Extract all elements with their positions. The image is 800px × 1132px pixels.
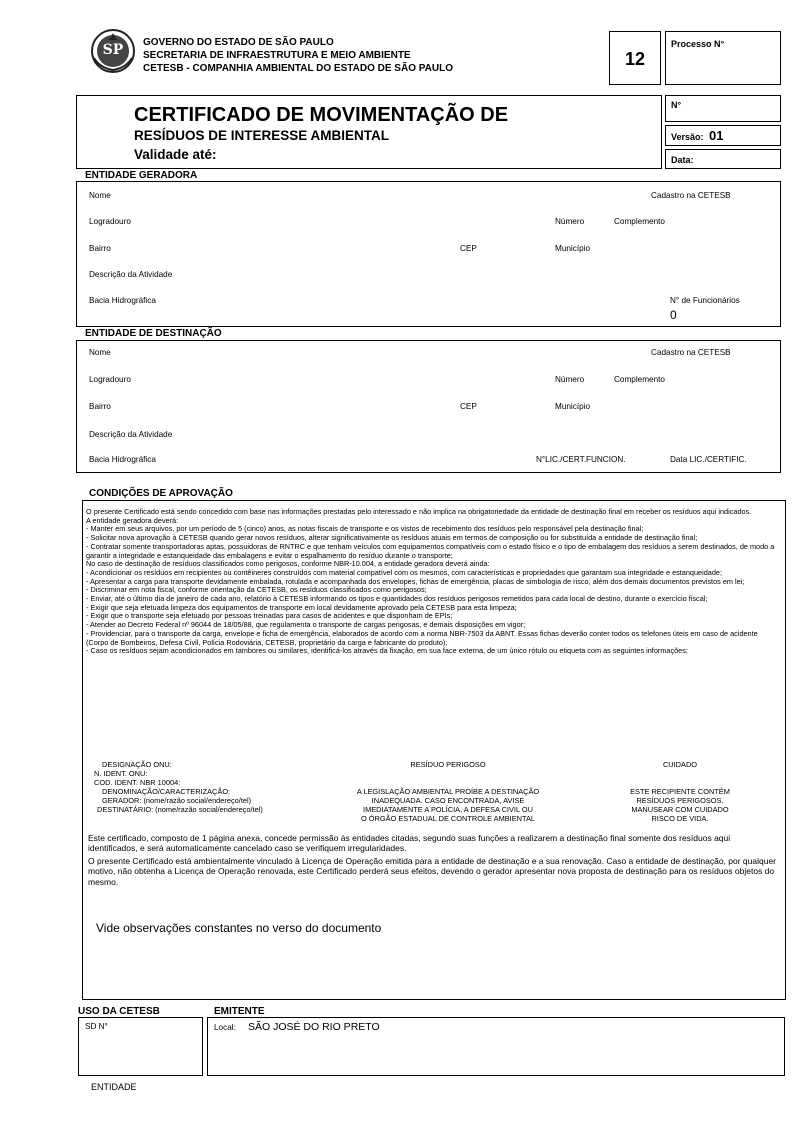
condition-paragraph: - Contratar somente transportadoras aptas, possuidoras de RNTRC e que tenham veículos com equipamentos compatíveis com o estado físico e o tipo de embalagem dos resíduos a serem destinados, de modo a garantir a integridade e estanqueidade das embalagens e evitar o espalhamento do resíduo durante o transporte; bbox=[86, 541, 775, 560]
versao-label: Versão: bbox=[671, 132, 704, 142]
label-line: O ÓRGÃO ESTADUAL DE CONTROLE AMBIENTAL bbox=[361, 814, 535, 823]
label-line: GERADOR: (nome/razão social/endereço/tel) bbox=[102, 796, 252, 805]
data-label: Data: bbox=[671, 155, 694, 165]
geradora-funcionarios-value: 0 bbox=[670, 308, 677, 322]
geradora-cadastro-label: Cadastro na CETESB bbox=[651, 191, 731, 200]
state-seal bbox=[90, 28, 136, 74]
destinacao-data-lic-label: Data LIC./CERTIFIC. bbox=[670, 455, 747, 464]
gov-line-2: SECRETARIA DE INFRAESTRUTURA E MEIO AMBIENTE bbox=[143, 50, 411, 61]
label-line: COD. IDENT. NBR 10004: bbox=[94, 778, 181, 787]
condition-paragraph: - Exigir que o transporte seja efetuado por pessoas treinadas para casos de acidentes e que disponham de EPIs; bbox=[86, 611, 453, 621]
emitente-title: EMITENTE bbox=[214, 1006, 265, 1017]
label-line: DENOMINAÇÃO/CARACTERIZAÇÃO: bbox=[102, 787, 231, 796]
gov-line-3: CETESB - COMPANHIA AMBIENTAL DO ESTADO DE SÃO PAULO bbox=[143, 63, 454, 74]
destinacao-municipio-label: Município bbox=[555, 402, 591, 411]
label-line: IMEDIATAMENTE A POLÍCIA, A DEFESA CIVIL OU bbox=[363, 805, 533, 814]
label-line: DESTINATÁRIO: (nome/razão social/endereço/tel) bbox=[97, 805, 263, 814]
condition-paragraph: - Atender ao Decreto Federal nº 96044 de 18/05/88, que regulamenta o transporte de cargas perigosas, e demais disposições em vigor; bbox=[86, 620, 526, 630]
title-box bbox=[76, 95, 662, 169]
validade-label: Validade até: bbox=[134, 147, 217, 162]
certificate-title: CERTIFICADO DE MOVIMENTAÇÃO DE bbox=[134, 104, 509, 126]
label-line: RISCO DE VIDA. bbox=[651, 814, 709, 823]
condition-paragraph: A entidade geradora deverá: bbox=[86, 515, 179, 525]
processo-box bbox=[665, 31, 781, 85]
certificate-subtitle: RESÍDUOS DE INTERESSE AMBIENTAL bbox=[134, 128, 390, 143]
condicoes-title: CONDIÇÕES DE APROVAÇÃO bbox=[89, 488, 233, 499]
numero-box bbox=[665, 95, 781, 122]
label-line: RESÍDUOS PERIGOSOS. bbox=[636, 796, 724, 805]
geradora-complemento-label: Complemento bbox=[614, 217, 665, 226]
condition-paragraph: - Solicitar nova aprovação à CETESB quando gerar novos resíduos, alterar significativamente os resíduos atuais em termos de composição ou for substituída a entidade de destinação final; bbox=[86, 533, 698, 543]
geradora-descricao-label: Descrição da Atividade bbox=[89, 270, 173, 279]
label-col-cuidado bbox=[595, 760, 765, 823]
label-col-title: CUIDADO bbox=[662, 760, 698, 769]
label-line: MANUSEAR COM CUIDADO bbox=[631, 805, 729, 814]
label-col-residuo-perigoso bbox=[328, 760, 568, 823]
condicoes-box bbox=[82, 500, 786, 1000]
destinacao-complemento-label: Complemento bbox=[614, 375, 665, 384]
destinacao-lic-label: N°LIC./CERT.FUNCION. bbox=[536, 455, 626, 464]
condition-paragraph: - Manter em seus arquivos, por um período de 5 (cinco) anos, as notas fiscais de transporte e os vistos de recebimento dos resíduos pelo responsável pela destinação final; bbox=[86, 524, 644, 534]
versao-value: 01 bbox=[709, 128, 724, 143]
uso-cetesb-box bbox=[78, 1017, 203, 1076]
destinacao-bacia-label: Bacia Hidrográfica bbox=[89, 455, 156, 464]
numero-label: N° bbox=[671, 100, 682, 110]
geradora-numero-label: Número bbox=[555, 217, 585, 226]
condition-paragraph: - Exigir que seja efetuada limpeza dos equipamentos de transporte em local devidamente aprovado pela CETESB para esta limpeza; bbox=[86, 602, 517, 612]
destinacao-numero-label: Número bbox=[555, 375, 585, 384]
local-value: SÃO JOSÉ DO RIO PRETO bbox=[248, 1021, 380, 1033]
destinacao-bairro-label: Bairro bbox=[89, 402, 111, 411]
condition-paragraph: - Apresentar a carga para transporte devidamente embalada, rotulada e acompanhada dos envelopes, fichas de emergência, placas de simbologia de risco, além dos demais documentos previstos em lei; bbox=[86, 576, 745, 586]
closing-paragraph-2: O presente Certificado está ambientalmente vinculado à Licença de Operação emitida para a entidade de destinação e a sua renovação. Caso a entidade de destinação, por qualquer motivo, não obtenha a Licença de Operação renovada, este Certificado perderá seus efeitos, devendo o gerador apresentar nova proposta de destinação para os resíduos objetos do mesmo. bbox=[88, 856, 777, 887]
closing-paragraph-1: Este certificado, composto de 1 página anexa, concede permissão às entidades citadas, segundo suas funções a realizarem a destinação final somente dos resíduos aqui identificados, e será automaticamente cancelado caso se verifiquem irregularidades. bbox=[88, 833, 731, 854]
page-code: 12 bbox=[624, 49, 646, 69]
geradora-bacia-label: Bacia Hidrográfica bbox=[89, 296, 156, 305]
label-line: INADEQUADA. CASO ENCONTRADA, AVISE bbox=[371, 796, 525, 805]
condicoes-text bbox=[86, 508, 782, 656]
local-label: Local: bbox=[214, 1023, 236, 1032]
label-line: A LEGISLAÇÃO AMBIENTAL PROÍBE A DESTINAÇÃO bbox=[356, 787, 540, 796]
geradora-logradouro-label: Logradouro bbox=[89, 217, 131, 226]
geradora-bairro-label: Bairro bbox=[89, 244, 111, 253]
geradora-municipio-label: Município bbox=[555, 244, 591, 253]
seal-text: SP bbox=[102, 42, 124, 58]
destinacao-nome-label: Nome bbox=[89, 348, 111, 357]
versao-box bbox=[665, 125, 781, 146]
condition-paragraph: - Discriminar em nota fiscal, conforme orientação da CETESB, os resíduos classificados como perigosos; bbox=[86, 585, 427, 595]
geradora-title: ENTIDADE GERADORA bbox=[85, 170, 198, 181]
processo-label: Processo N° bbox=[671, 39, 725, 49]
destinacao-cep-label: CEP bbox=[460, 402, 477, 411]
condition-paragraph: - Providenciar, para o transporte da carga, envelope e ficha de emergência, elaborados de acordo com a norma NBR-7503 da ABNT. Essas fichas deverão conter todos os telefones úteis em caso de acidente (Corpo de Bombeiros, Defesa Civil, Polícia Rodoviária, CETESB, proprietário da carga e fabricante do produto); bbox=[86, 628, 758, 647]
uso-cetesb-title: USO DA CETESB bbox=[78, 1006, 160, 1017]
geradora-cep-label: CEP bbox=[460, 244, 477, 253]
emitente-box bbox=[207, 1017, 785, 1076]
condition-paragraph: - Acondicionar os resíduos em recipientes ou contêineres construídos com material compatível com os mesmos, com características e propriedades que garantam sua integridade e estanqueidade; bbox=[86, 567, 722, 577]
label-line: ESTE RECIPIENTE CONTÉM bbox=[630, 787, 730, 796]
geradora-funcionarios-label: N° de Funcionários bbox=[670, 296, 740, 305]
condition-paragraph: - Caso os resíduos sejam acondicionados em tambores ou similares, identificá-los através da fixação, em sua face externa, de um único rótulo ou etiqueta com as seguintes informações: bbox=[86, 646, 688, 656]
gov-line-1: GOVERNO DO ESTADO DE SÃO PAULO bbox=[143, 37, 334, 48]
condition-paragraph: O presente Certificado está sendo concedido com base nas informações prestadas pelo interessado e não implica na obrigatoriedade da entidade de destinação final em receber os resíduos aqui indicados. bbox=[86, 507, 752, 516]
condition-paragraph: - Enviar, até o último dia de janeiro de cada ano, relatório à CETESB informando os tipos e quantidades dos resíduos perigosos remetidos para cada local de destino, durante o exercício fiscal; bbox=[86, 594, 708, 604]
sd-label: SD N° bbox=[85, 1022, 108, 1031]
destinacao-title: ENTIDADE DE DESTINAÇÃO bbox=[85, 328, 222, 339]
destinacao-logradouro-label: Logradouro bbox=[89, 375, 131, 384]
label-line: N. IDENT. ONU: bbox=[94, 769, 148, 778]
entidade-label: ENTIDADE bbox=[91, 1082, 137, 1092]
destinacao-descricao-label: Descrição da Atividade bbox=[89, 430, 173, 439]
geradora-box bbox=[76, 181, 781, 327]
label-col-title: RESÍDUO PERIGOSO bbox=[410, 760, 486, 769]
condition-paragraph: No caso de destinação de resíduos classificados como perigosos, conforme NBR-10.004, a entidade geradora deverá ainda: bbox=[86, 559, 490, 569]
vide-observacoes: Vide observações constantes no verso do documento bbox=[96, 921, 382, 935]
geradora-nome-label: Nome bbox=[89, 191, 111, 200]
data-box bbox=[665, 149, 781, 169]
page-code-box bbox=[609, 31, 661, 85]
label-col-identification bbox=[94, 760, 334, 814]
label-line: DESIGNAÇÃO ONU: bbox=[102, 760, 172, 769]
destinacao-box bbox=[76, 340, 781, 473]
destinacao-cadastro-label: Cadastro na CETESB bbox=[651, 348, 731, 357]
